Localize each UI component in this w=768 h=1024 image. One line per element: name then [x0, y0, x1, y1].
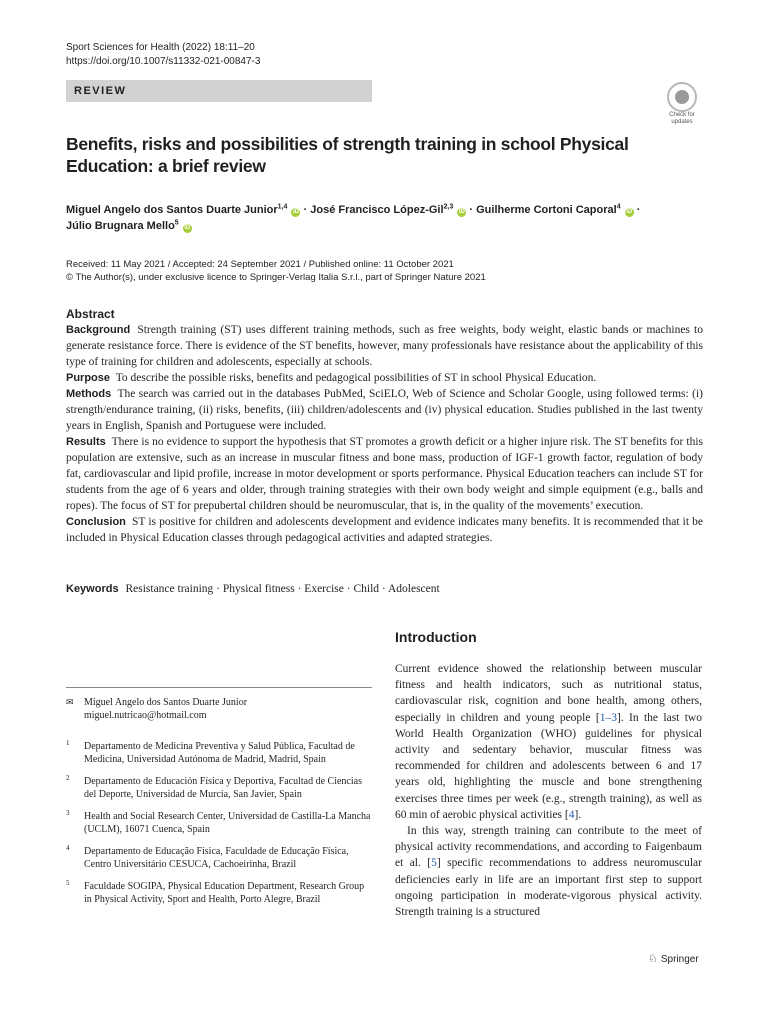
abstract-methods — [66, 386, 703, 434]
abstract-label: Results — [66, 436, 106, 448]
affiliation-number: 4 — [66, 844, 70, 852]
orcid-icon[interactable]: iD — [184, 224, 191, 231]
check-updates-line1: Check for — [669, 112, 695, 118]
publication-dates — [66, 258, 486, 284]
affiliation-item — [66, 740, 372, 766]
corresponding-email[interactable]: miguel.nutricao@hotmail.com — [84, 710, 207, 721]
affiliation-text: Departamento de Medicina Preventiva y Salud Pública, Facultad de Medicina, Universidad Autónoma de Madrid, Madrid, Spain — [84, 741, 355, 765]
affiliation-number: 3 — [66, 809, 70, 817]
orcid-icon[interactable]: iD — [458, 209, 465, 215]
keywords-list: Resistance training · Physical fitness · Exercise · Child · Adolescent — [125, 583, 440, 595]
introduction-body — [395, 661, 702, 920]
author-name[interactable]: Guilherme Cortoni Caporal — [476, 204, 617, 216]
author-affiliation-ref: 5 — [174, 218, 179, 226]
paragraph-text: In this way, strength training can contribute to the meet of physical activity recommendations, and according to Faigenbaum et al. [ — [395, 825, 702, 870]
affiliation-text: Faculdade SOGIPA, Physical Education Department, Research Group in Physical Activity, Sport and Health, Porto Alegre, Brazil — [84, 881, 365, 905]
check-updates-icon — [667, 82, 697, 112]
keywords-label: Keywords — [66, 583, 119, 595]
paragraph-text: ]. In the last two World Health Organization (WHO) guidelines for physical activity and sedentary behavior, muscular fitness was recommended for children and adolescents between 6 and 17 years old, highlighting the muscle and bone strengthening exercises three times per week (e.g., strength training), as well as 60 min of aerobic physical activities [ — [395, 711, 702, 821]
abstract-text: Strength training (ST) uses different training methods, such as free weights, body weight, elastic bands or machines to generate resistance force. There is evidence of the ST benefits, however, many professionals have resistance about the applicability of this type of training for children and adolescents, especially at schools. — [66, 324, 704, 368]
introduction-heading: Introduction — [395, 629, 477, 645]
author-separator: · — [469, 204, 477, 216]
affiliation-item — [66, 880, 372, 906]
orcid-icon[interactable]: iD — [292, 209, 299, 215]
history-dates: Received: 11 May 2021 / Accepted: 24 September 2021 / Published online: 11 October 2021 — [66, 259, 454, 270]
affiliations-list — [66, 731, 372, 906]
author-name[interactable]: José Francisco López-Gil — [310, 204, 444, 216]
corresponding-author: Miguel Angelo dos Santos Duarte Junior — [84, 697, 248, 708]
affiliation-number: 2 — [66, 774, 70, 782]
copyright-notice: © The Author(s), under exclusive licence to Springer-Verlag Italia S.r.l., part of Springer Nature 2021 — [66, 272, 486, 283]
abstract-text: The search was carried out in the databases PubMed, SciELO, Web of Science and Scholar Google, using followed terms: (i) strength/endurance training, (ii) risks, benefits, (iii) children/adolescents and (iv) physical education. Studies published in the last twenty years in English, Spanish and Portuguese were included. — [66, 388, 704, 432]
abstract-background — [66, 322, 703, 370]
citation-link[interactable]: 1–3 — [599, 711, 617, 724]
affiliation-text: Departamento de Educación Física y Deportiva, Facultad de Ciencias del Deporte, Universidad de Murcia, San Javier, Spain — [84, 776, 362, 800]
affiliation-item — [66, 810, 372, 836]
correspondence-block — [66, 696, 372, 722]
article-title: Benefits, risks and possibilities of strength training in school Physical Education: a brief review — [66, 134, 629, 176]
keywords — [66, 582, 706, 597]
abstract-text: There is no evidence to support the hypothesis that ST promotes a growth deficit or a higher injure risk. The ST benefits for this population are extensive, such as an increase in muscular fitness and bone mass, production of IGF-1 growth factor, regulation of body fat, cardiovascular and lipid profile, increase in motor development or sports performance. Physical Education teachers can include ST for students from the age of 6 years and older, through training strategies with their own body weight and simple equipment (e.g., balls and ropes). The focus of ST for prepubertal children should be neuromuscular, that is, in the quality of the movements’ execution. — [66, 436, 704, 512]
abstract-purpose — [66, 370, 703, 386]
abstract-label: Purpose — [66, 372, 111, 384]
affiliation-text: Departamento de Educação Física, Faculdade de Educação Física, Centro Universitário CESUCA, Cachoeirinha, Brazil — [84, 846, 349, 870]
abstract-text: To describe the possible risks, benefits and pedagogical possibilities of ST in school Physical Education. — [115, 372, 597, 384]
author-separator: · — [636, 204, 641, 216]
affiliation-text: Health and Social Research Center, Universidad de Castilla-La Mancha (UCLM), 16071 Cuenca, Spain — [84, 811, 371, 835]
footnote-divider — [66, 687, 372, 688]
paragraph-text: ] specific recommendations to address neuromuscular deficiencies early in life are an important first step to support ongoing participation in moderate-vigorous physical activity. Strength training is a structured — [395, 857, 702, 919]
journal-citation: Sport Sciences for Health (2022) 18:11–20 — [66, 42, 255, 53]
abstract-results — [66, 434, 703, 514]
author-affiliation-ref: 1,4 — [277, 203, 288, 211]
abstract-label: Background — [66, 324, 131, 336]
orcid-icon[interactable]: iD — [626, 209, 633, 215]
abstract-heading: Abstract — [66, 307, 115, 321]
paragraph-text: Current evidence showed the relationship between muscular fitness and health indicators, such as nutritional status, cardiovascular risk, cognition and bone health, among others, especially in children and young people [ — [395, 663, 702, 724]
doi-link[interactable]: https://doi.org/10.1007/s11332-021-00847-3 — [66, 56, 261, 67]
abstract-conclusion — [66, 514, 703, 546]
affiliation-item — [66, 775, 372, 801]
author-affiliation-ref: 4 — [616, 203, 621, 211]
introduction-paragraph — [395, 661, 702, 823]
abstract-section — [66, 307, 703, 546]
springer-horse-icon: ♘ — [648, 953, 658, 965]
publisher-name: Springer — [660, 954, 699, 965]
affiliation-number: 5 — [66, 879, 70, 887]
affiliation-item — [66, 845, 372, 871]
article-type-banner: REVIEW — [66, 80, 372, 102]
check-updates-line2: updates — [671, 119, 693, 125]
author-name[interactable]: Miguel Angelo dos Santos Duarte Junior — [66, 204, 278, 216]
affiliation-number: 1 — [66, 739, 70, 747]
publisher-logo — [648, 952, 699, 967]
abstract-text: ST is positive for children and adolescents development and evidence indicates many benefits. It is recommended that it be included in Physical Education classes through pedagogical activities and adapted strategies. — [66, 516, 704, 544]
abstract-label: Methods — [66, 388, 112, 400]
introduction-paragraph — [395, 823, 702, 920]
abstract-label: Conclusion — [66, 516, 126, 528]
paragraph-text: ]. — [574, 808, 582, 821]
author-name[interactable]: Júlio Brugnara Mello — [66, 219, 175, 232]
citation-link[interactable]: 5 — [431, 857, 437, 870]
author-separator: · — [303, 204, 311, 216]
citation-link[interactable]: 4 — [568, 808, 575, 821]
envelope-icon: ✉ — [66, 697, 74, 707]
author-list — [66, 203, 706, 234]
check-for-updates-button[interactable] — [660, 82, 704, 126]
author-affiliation-ref: 2,3 — [443, 203, 454, 211]
